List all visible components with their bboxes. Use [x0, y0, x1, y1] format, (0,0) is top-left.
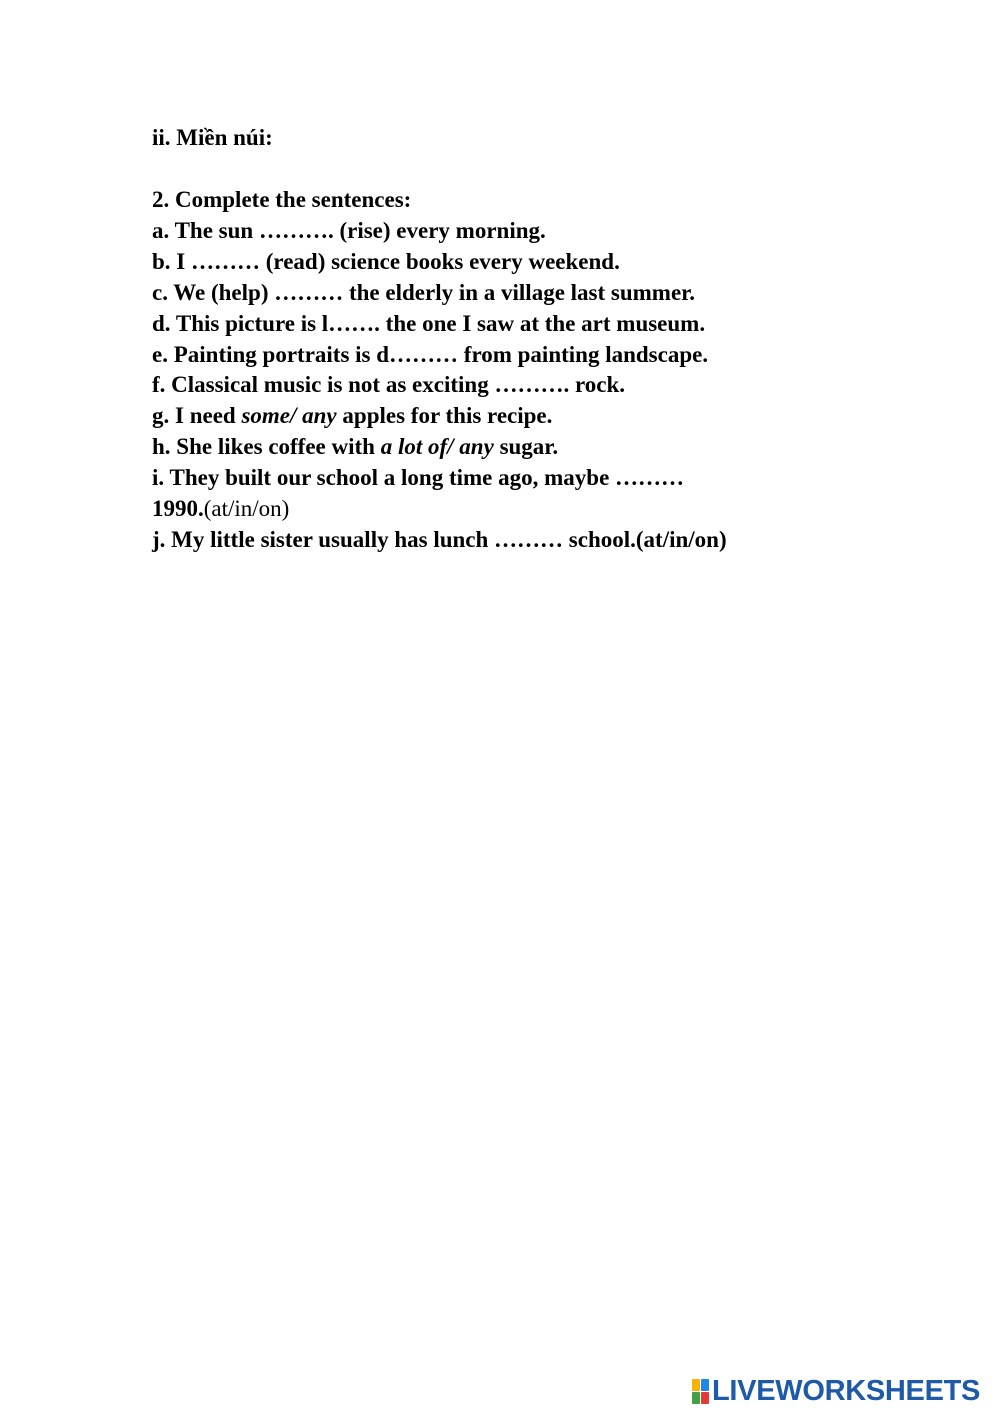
item-text: c. We (help) ……… the elderly in a village last summer. [152, 279, 696, 305]
logo-square-1 [692, 1379, 700, 1391]
exercise-item [152, 401, 852, 432]
exercise-item [152, 432, 852, 463]
liveworksheets-logo [692, 1374, 980, 1408]
item-text: sugar. [493, 434, 559, 460]
answer-options: some/ any [241, 403, 337, 429]
item-text: j. My little sister usually has lunch ……… school.(at/in/on) [152, 526, 727, 552]
item-text: h. She likes coffee with [152, 434, 381, 460]
exercise-item [152, 247, 852, 278]
item-text: g. I need [152, 403, 242, 429]
logo-square-3 [692, 1392, 700, 1404]
exercise-items [152, 216, 852, 556]
exercise-item [152, 370, 852, 401]
liveworksheets-logo-icon [692, 1379, 709, 1404]
logo-square-4 [701, 1392, 709, 1404]
exercise-block [152, 185, 852, 556]
item-text: b. I ……… (read) science books every weekend. [152, 248, 620, 274]
exercise-item [152, 309, 852, 340]
item-text: (at/in/on) [203, 496, 290, 522]
section-heading: ii. Miền núi: [152, 125, 273, 150]
item-text: a. The sun ………. (rise) every morning. [152, 217, 546, 243]
logo-square-2 [701, 1379, 709, 1391]
brand-name: LIVEWORKSHEETS [712, 1375, 981, 1407]
exercise-item [152, 340, 852, 371]
exercise-item [152, 278, 852, 309]
exercise-title: 2. Complete the sentences: [152, 187, 412, 212]
item-text: apples for this recipe. [336, 403, 553, 429]
item-text: d. This picture is l……. the one I saw at the art museum. [152, 310, 706, 336]
item-text: i. They built our school a long time ago, maybe ……… [152, 465, 685, 491]
exercise-item [152, 494, 852, 525]
exercise-item [152, 216, 852, 247]
item-text: 1990. [152, 496, 204, 522]
answer-options: a lot of/ any [380, 434, 494, 460]
item-text: e. Painting portraits is d……… from painting landscape. [152, 341, 709, 367]
exercise-item [152, 463, 852, 494]
exercise-item [152, 525, 852, 556]
item-text: f. Classical music is not as exciting ………. rock. [152, 372, 625, 398]
